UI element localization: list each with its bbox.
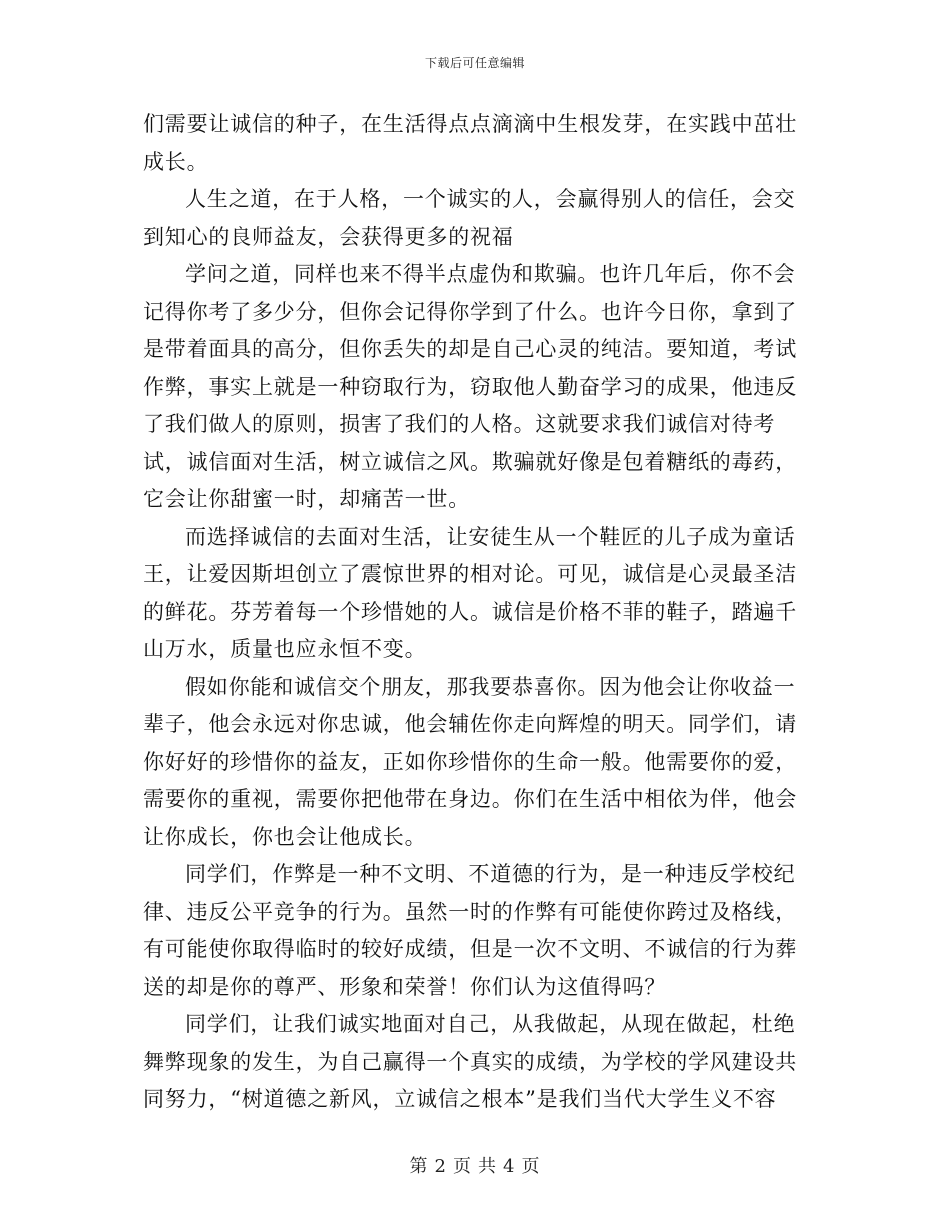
paragraph-personality: 人生之道，在于人格，一个诚实的人，会赢得别人的信任，会交到知心的良师益友，会获得更多的祝福: [143, 187, 796, 249]
paragraph-call-to-action: 同学们，让我们诚实地面对自己，从我做起，从现在做起，杜绝舞弊现象的发生，为自己赢得一个真实的成绩，为学校的学风建设共同努力，“树道德之新风，立诚信之根本”是我们当代大学生义不容: [143, 1012, 797, 1111]
paragraph-learning: 学问之道，同样也来不得半点虚伪和欺骗。也许几年后，你不会记得你考了多少分，但你会记得你学到了什么。也许今日你，拿到了是带着面具的高分，但你丢失的却是自己心灵的纯洁。要知道，考试作弊，事实上就是一种窃取行为，窃取他人勤奋学习的成果，他违反了我们做人的原则，损害了我们的人格。这就要求我们诚信对待考试，诚信面对生活，树立诚信之风。欺骗就好像是包着糖纸的毒药，它会让你甜蜜一时，却痛苦一世。: [143, 262, 797, 511]
footer-prefix: 第: [409, 1156, 429, 1177]
paragraph-friend: 假如你能和诚信交个朋友，那我要恭喜你。因为他会让你收益一辈子，他会永远对你忠诚，他会辅佐你走向辉煌的明天。同学们，请你好好的珍惜你的益友，正如你珍惜你的生命一般。他需要你的爱，需要你的重视，需要你把他带在身边。你们在生活中相依为伴，他会让你成长，你也会让他成长。: [143, 674, 797, 849]
footer-page-word: 页: [453, 1156, 472, 1177]
page-footer: [0, 1152, 950, 1178]
paragraph-continued: 们需要让诚信的种子，在生活得点点滴滴中生根发芽，在实践中茁壮成长。: [143, 112, 797, 174]
page-header-note: 下载后可任意编辑: [424, 56, 525, 70]
paragraph-cheating: 同学们，作弊是一种不文明、不道德的行为，是一种违反学校纪律、违反公平竞争的行为。虽然一时的作弊有可能使你跨过及格线，有可能使你取得临时的较好成绩，但是一次不文明、不诚信的行为葬送的却是你的尊严、形象和荣誉！你们认为这值得吗？: [143, 862, 797, 999]
footer-suffix: 页: [521, 1156, 541, 1177]
footer-current-page: 2: [434, 1156, 447, 1177]
paragraph-choose-honesty: 而选择诚信的去面对生活，让安徒生从一个鞋匠的儿子成为童话王，让爱因斯坦创立了震惊世界的相对论。可见，诚信是心灵最圣洁的鲜花。芬芳着每一个珍惜她的人。诚信是价格不菲的鞋子，踏遍千山万水，质量也应永恒不变。: [143, 524, 797, 661]
footer-total-word: 共: [478, 1156, 497, 1177]
footer-total-pages: 4: [503, 1156, 516, 1177]
document-body: [143, 106, 798, 1119]
